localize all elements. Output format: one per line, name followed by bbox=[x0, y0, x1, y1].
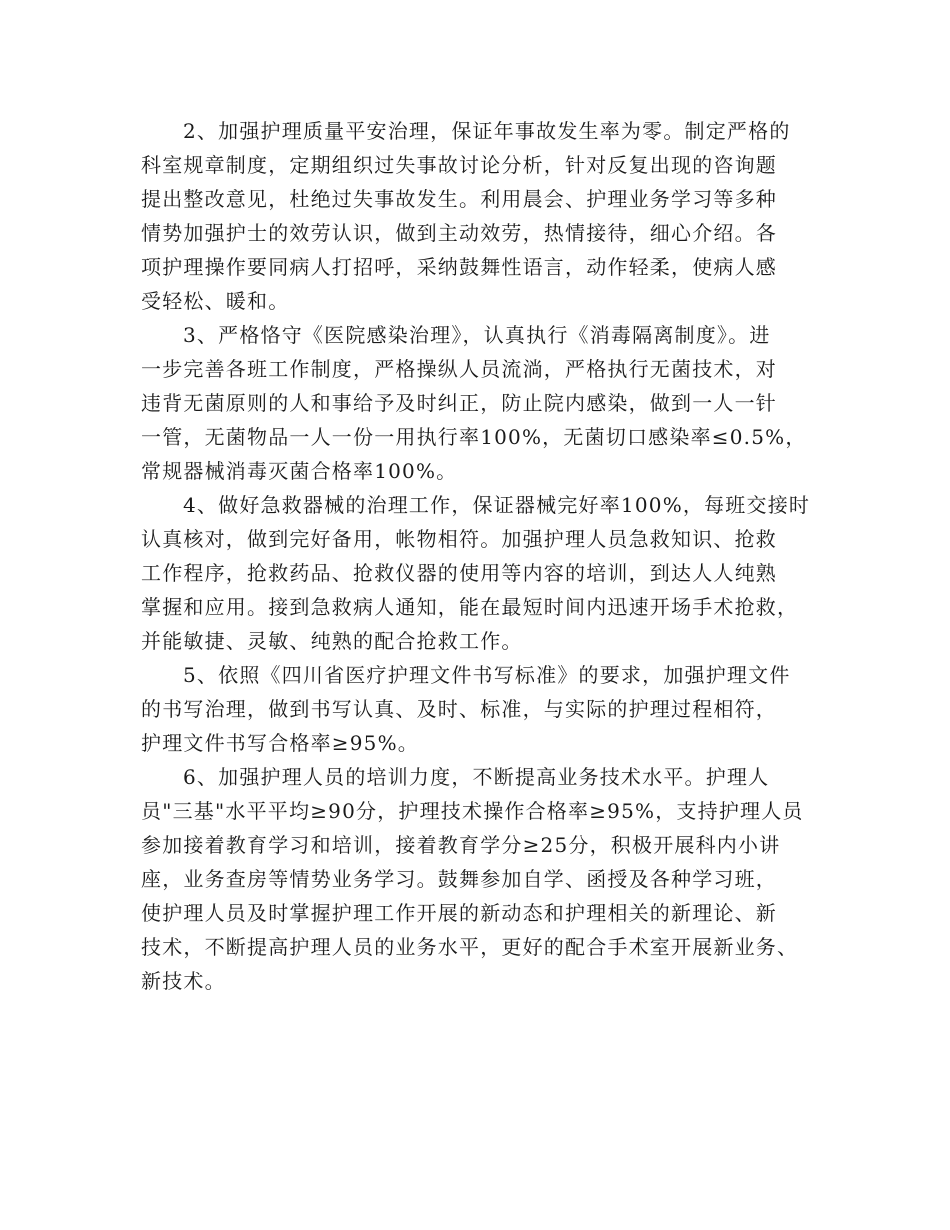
paragraph-item-6: 6、加强护理人员的培训力度，不断提高业务技术水平。护理人 员"三基"水平平均≥90分，护理技术操作合格率≥95%，支持护理人员 参加接着教育学习和培训，接着教育学分≥25分，积极开展科内小讲 座，业务查房等情势业务学习。鼓舞参加自学、函授及各种学习班， 使护理人员及时掌握护理工作开展的新动态和护理相关的新理论、新 技术，不断提高护理人员的业务水平，更好的配合手术室开展新业务、 新技术。 bbox=[141, 765, 804, 993]
paragraph-item-5: 5、依照《四川省医疗护理文件书写标准》的要求，加强护理文件 的书写治理，做到书写认真、及时、标准，与实际的护理过程相符， 护理文件书写合格率≥95%。 bbox=[141, 663, 791, 755]
document-body bbox=[141, 114, 831, 998]
paragraph-item-2: 2、加强护理质量平安治理，保证年事故发生率为零。制定严格的 科室规章制度，定期组织过失事故讨论分析，针对反复出现的咨询题 提出整改意见，杜绝过失事故发生。利用晨会、护理业务学习等多种 情势加强护士的效劳认识，做到主动效劳，热情接待，细心介绍。各 项护理操作要同病人打招呼，采纳鼓舞性语言，动作轻柔，使病人感 受轻松、暖和。 bbox=[141, 119, 791, 313]
paragraph-item-3: 3、严格恪守《医院感染治理》，认真执行《消毒隔离制度》。进 一步完善各班工作制度，严格操纵人员流淌，严格执行无菌技术，对 违背无菌原则的人和事给予及时纠正，防止院内感染，做到一人一针 一管，无菌物品一人一份一用执行率100%，无菌切口感染率≤0.5%， 常规器械消毒灭菌合格率100%。 bbox=[141, 323, 807, 483]
paragraph-item-4: 4、做好急救器械的治理工作，保证器械完好率100%，每班交接时 认真核对，做到完好备用，帐物相符。加强护理人员急救知识、抢救 工作程序，抢救药品、抢救仪器的使用等内容的培训，到达人人纯熟 掌握和应用。接到急救病人通知，能在最短时间内迅速开场手术抢救， 并能敏捷、灵敏、纯熟的配合抢救工作。 bbox=[141, 493, 811, 653]
